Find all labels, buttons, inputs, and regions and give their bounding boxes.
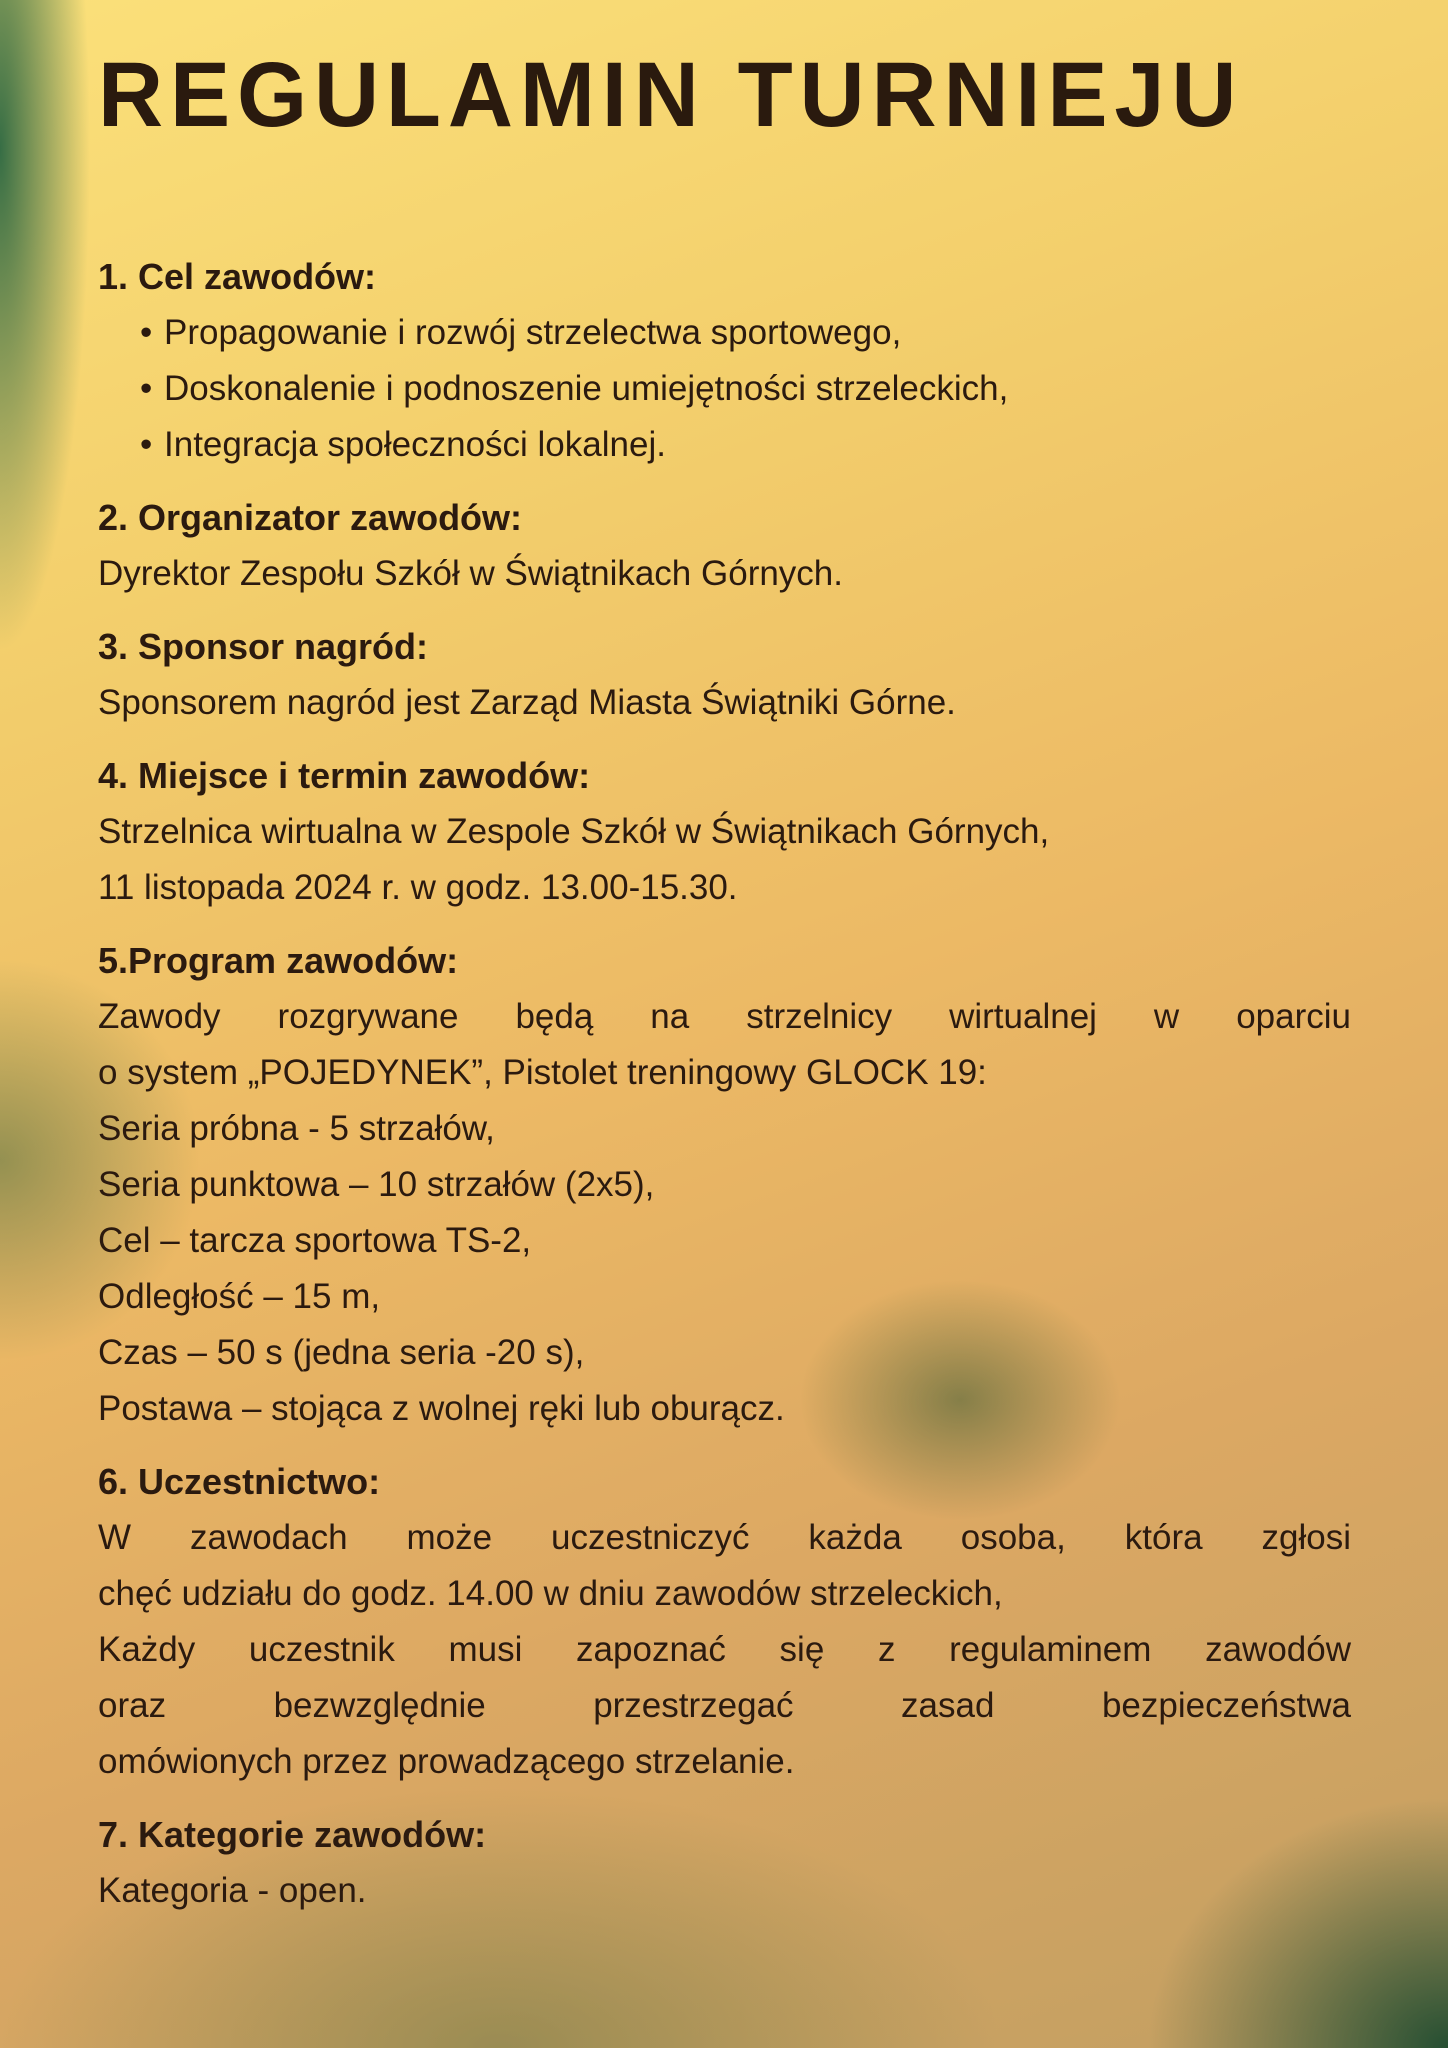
section-heading: 7. Kategorie zawodów: (98, 1814, 487, 1855)
section-heading: 5.Program zawodów: (98, 940, 459, 981)
section-text: Postawa – stojąca z wolnej ręki lub oburącz. (98, 1389, 785, 1428)
section-text: Dyrektor Zespołu Szkół w Świątnikach Górnych. (98, 554, 843, 593)
section-text: Czas – 50 s (jedna seria -20 s), (98, 1333, 585, 1372)
section-place-date (98, 748, 1351, 916)
section-text: 11 listopada 2024 r. w godz. 13.00-15.30. (98, 868, 738, 907)
bullet-item: • Integracja społeczności lokalnej. (98, 417, 1351, 473)
section-organizer (98, 490, 1351, 602)
section-text: Kategoria - open. (98, 1871, 367, 1910)
section-categories (98, 1807, 1351, 1919)
section-text: Zawody rozgrywane będą na strzelnicy wirtualnej w oparciu (98, 997, 1351, 1036)
section-text: Odległość – 15 m, (98, 1277, 381, 1316)
section-heading: 3. Sponsor nagród: (98, 626, 429, 667)
section-text: oraz bezwzględnie przestrzegać zasad bezpieczeństwa (98, 1686, 1351, 1725)
section-heading: 2. Organizator zawodów: (98, 497, 523, 538)
section-goal (98, 249, 1351, 473)
section-participation (98, 1454, 1351, 1790)
section-text: omówionych przez prowadzącego strzelanie. (98, 1742, 795, 1781)
section-sponsor (98, 619, 1351, 731)
section-program (98, 933, 1351, 1437)
section-text: Seria próbna - 5 strzałów, (98, 1109, 495, 1148)
section-text: W zawodach może uczestniczyć każda osoba, która zgłosi (98, 1518, 1351, 1557)
section-text: Cel – tarcza sportowa TS-2, (98, 1221, 532, 1260)
section-text: Seria punktowa – 10 strzałów (2x5), (98, 1165, 655, 1204)
section-text: Każdy uczestnik musi zapoznać się z regulaminem zawodów (98, 1630, 1351, 1669)
section-text: Strzelnica wirtualna w Zespole Szkół w Świątnikach Górnych, (98, 812, 1050, 851)
section-heading: 4. Miejsce i termin zawodów: (98, 755, 591, 796)
rules-content (98, 249, 1351, 1919)
page-title: REGULAMIN TURNIEJU (98, 44, 1244, 146)
section-heading: 6. Uczestnictwo: (98, 1461, 381, 1502)
bullet-item: • Propagowanie i rozwój strzelectwa sportowego, (98, 305, 1351, 361)
section-text: chęć udziału do godz. 14.00 w dniu zawodów strzeleckich, (98, 1574, 1003, 1613)
section-text: o system „POJEDYNEK”, Pistolet treningowy GLOCK 19: (98, 1053, 987, 1092)
section-heading: 1. Cel zawodów: (98, 256, 377, 297)
section-text: Sponsorem nagród jest Zarząd Miasta Świątniki Górne. (98, 683, 956, 722)
bullet-item: • Doskonalenie i podnoszenie umiejętności strzeleckich, (98, 361, 1351, 417)
